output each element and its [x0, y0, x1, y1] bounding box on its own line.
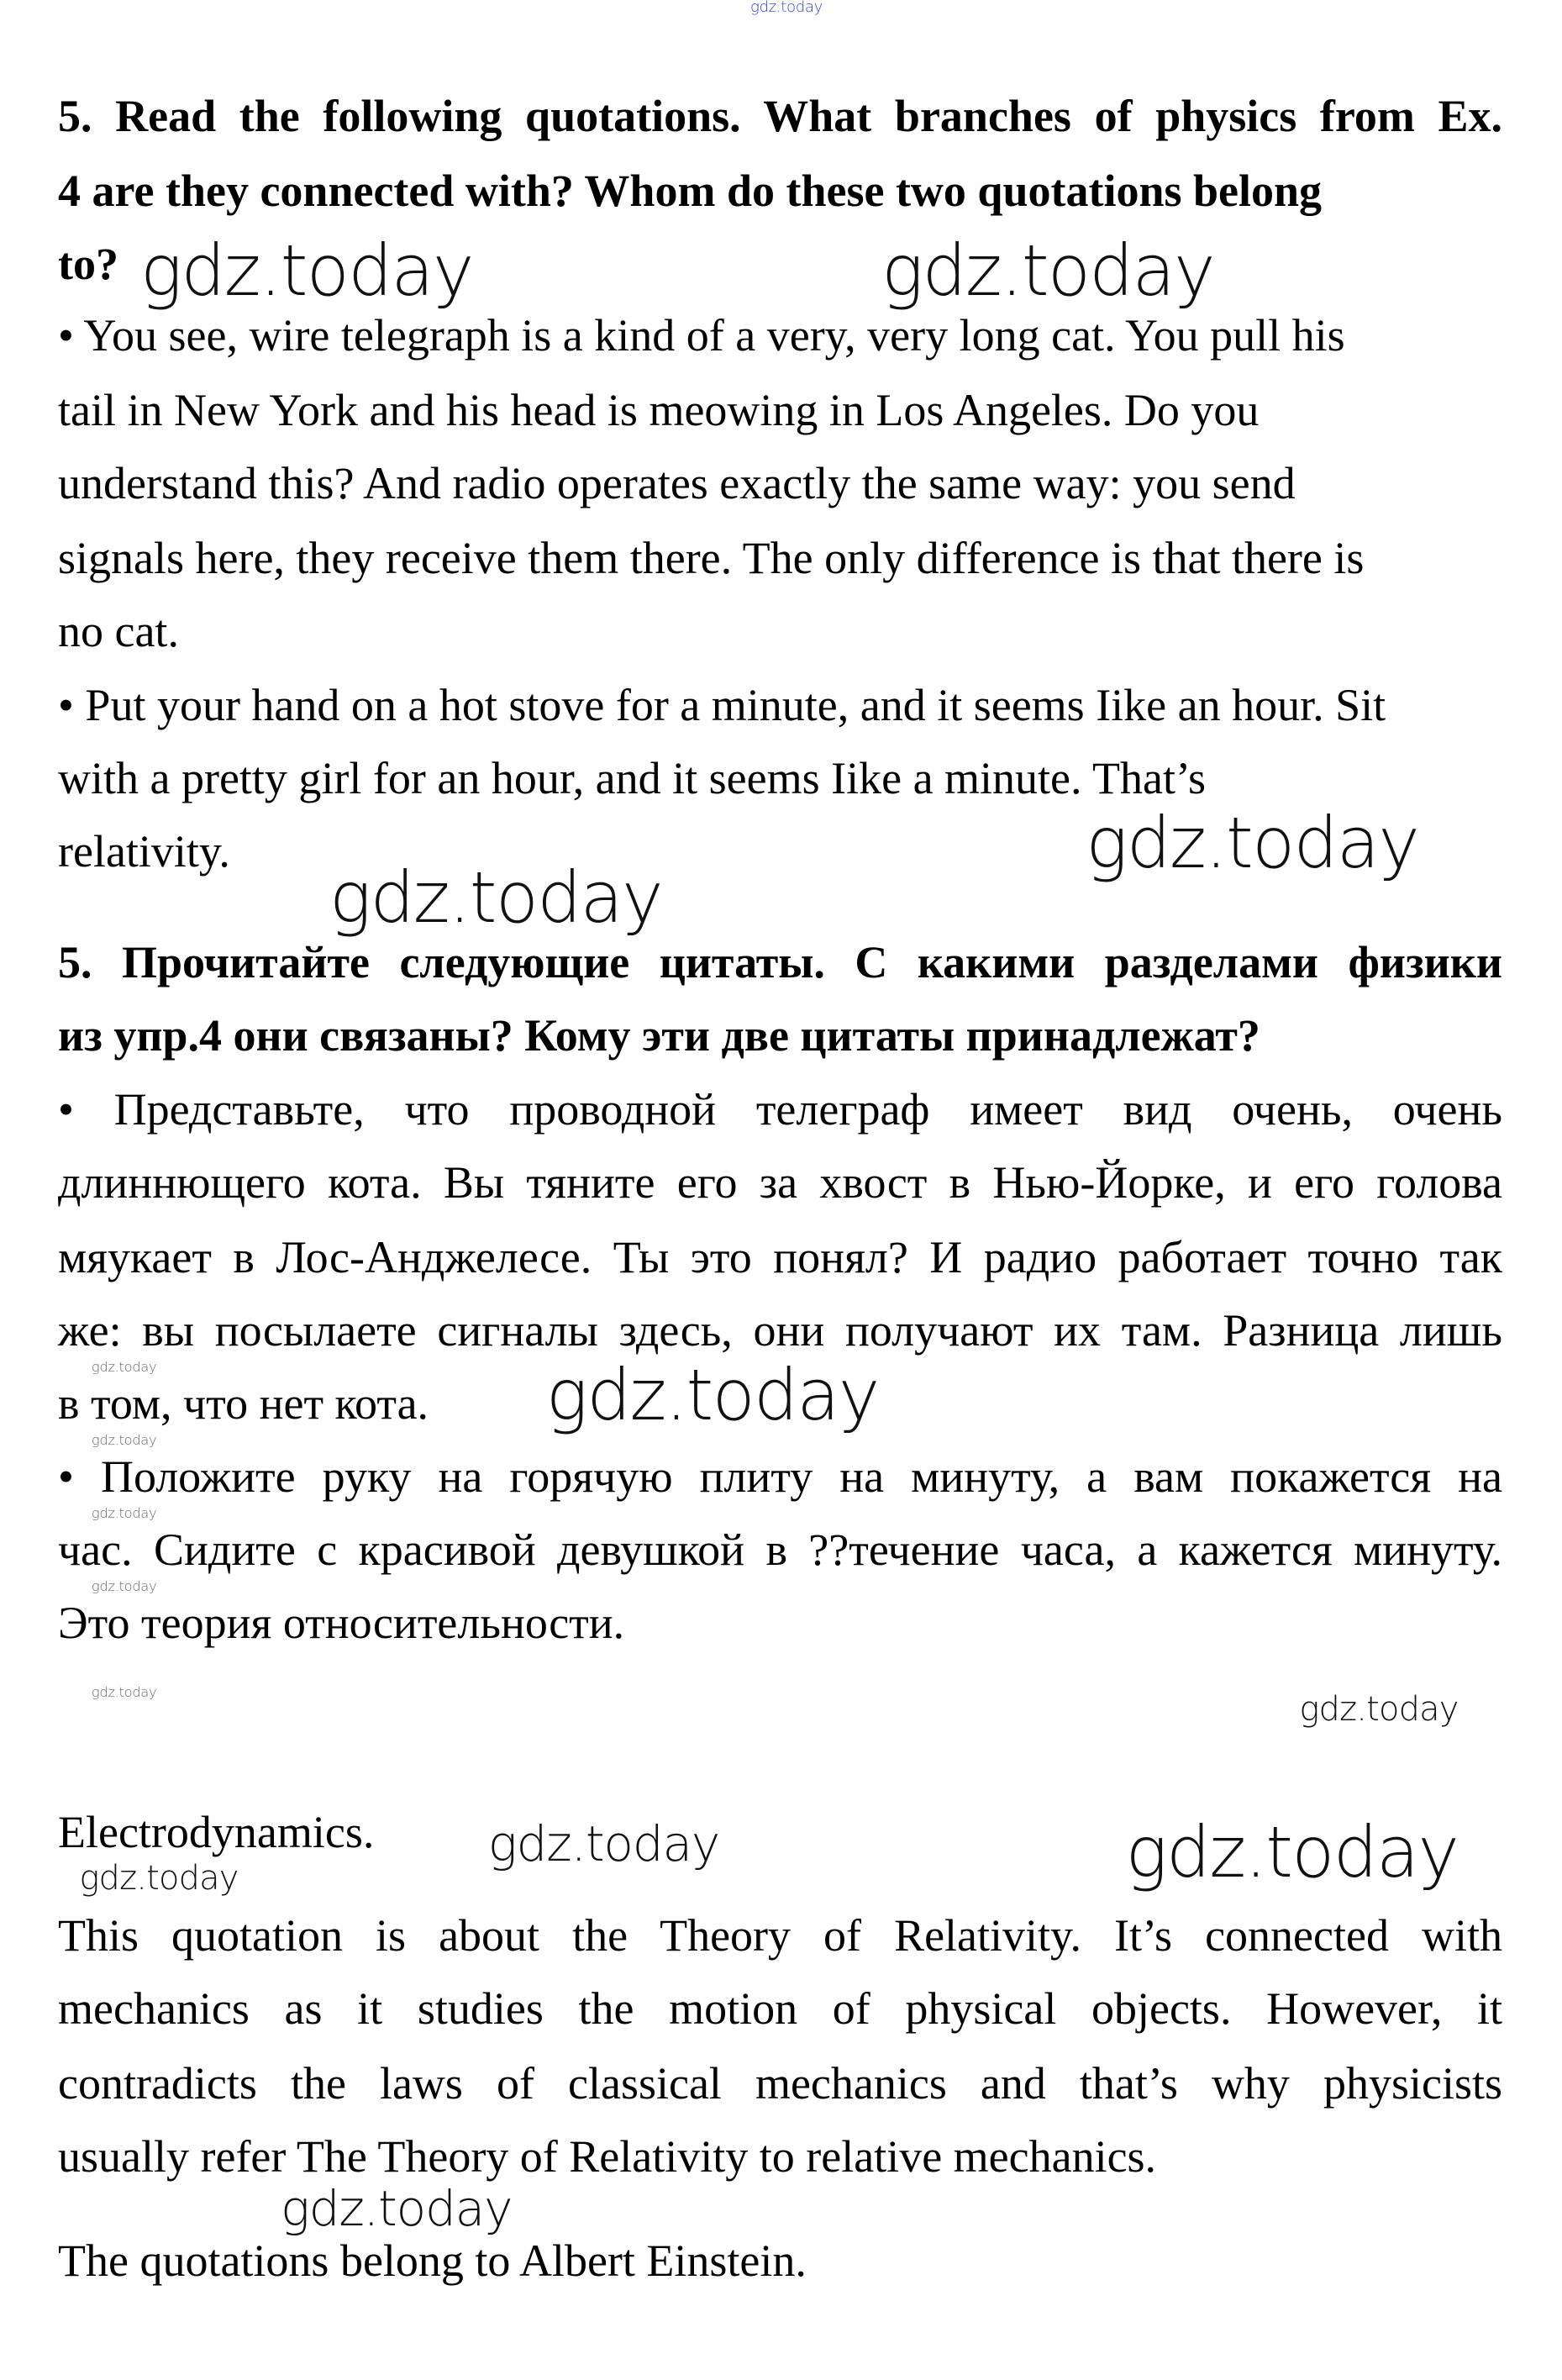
text-line: мяукает в Лос-Анджелесе. Ты это понял? И радио работает точно так	[58, 1231, 1502, 1282]
text-line: signals here, they receive them there. The only difference is that there is	[58, 533, 1365, 584]
watermark: gdz.today	[749, 0, 823, 16]
task-heading-line: 5. Прочитайте следующие цитаты. С какими разделами физики	[58, 937, 1502, 988]
watermark: gdz.today	[280, 2180, 513, 2238]
watermark: gdz.today	[91, 1432, 157, 1449]
text-line: mechanics as it studies the motion of physical objects. However, it	[58, 1983, 1502, 2035]
text-line: • You see, wire telegraph is a kind of a very, very long cat. You pull his	[58, 310, 1345, 361]
watermark: gdz.today	[881, 230, 1214, 313]
watermark: gdz.today	[91, 1358, 157, 1375]
watermark: gdz.today	[91, 1578, 157, 1595]
text-line: Electrodynamics.	[58, 1806, 375, 1857]
text-line: час. Сидите с красивой девушкой в ??течение часа, а кажется минуту.	[58, 1524, 1502, 1576]
watermark: gdz.today	[329, 857, 662, 940]
text-line: • Представьте, что проводной телеграф имеет вид очень, очень	[58, 1083, 1502, 1135]
text-line: же: вы посылаете сигналы здесь, они получают их там. Разница лишь	[58, 1304, 1502, 1356]
text-line: • Put your hand on a hot stove for a minute, and it seems Iike an hour. Sit	[58, 679, 1386, 730]
text-line: в том, что нет кота.	[58, 1377, 429, 1429]
watermark: gdz.today	[1086, 802, 1419, 884]
task-heading-line: 4 are they connected with? Whom do these two quotations belong	[58, 165, 1323, 216]
text-line: длиннющего кота. Вы тяните его за хвост в Нью-Йорке, и его голова	[58, 1156, 1502, 1208]
text-line: The quotations belong to Albert Einstein.	[58, 2235, 807, 2286]
watermark: gdz.today	[91, 1683, 157, 1700]
watermark: gdz.today	[91, 1505, 157, 1522]
text-line: • Положите руку на горячую плиту на минуту, а вам покажется на	[58, 1451, 1502, 1502]
task-heading-line: из упр.4 они связаны? Кому эти две цитаты принадлежат?	[58, 1010, 1260, 1061]
text-line: tail in New York and his head is meowing in Los Angeles. Do you	[58, 385, 1260, 436]
watermark: gdz.today	[487, 1815, 720, 1873]
text-line: relativity.	[58, 825, 230, 877]
watermark: gdz.today	[1299, 1689, 1459, 1729]
text-line: This quotation is about the Theory of Relativity. It’s connected with	[58, 1910, 1502, 1961]
watermark: gdz.today	[79, 1859, 239, 1898]
task-heading-line: to?	[58, 238, 118, 289]
watermark: gdz.today	[545, 1354, 879, 1436]
text-line: understand this? And radio operates exactly the same way: you send	[58, 458, 1296, 509]
text-line: with a pretty girl for an hour, and it seems Iike a minute. That’s	[58, 752, 1207, 803]
watermark: gdz.today	[1125, 1812, 1459, 1894]
text-line: usually refer The Theory of Relativity to relative mechanics.	[58, 2131, 1157, 2183]
watermark: gdz.today	[139, 230, 473, 313]
task-heading-line: 5. Read the following quotations. What branches of physics from Ex.	[58, 90, 1502, 141]
text-line: no cat.	[58, 606, 179, 657]
text-line: Это теория относительности.	[58, 1598, 625, 1649]
text-line: contradicts the laws of classical mechanics and that’s why physicists	[58, 2058, 1502, 2109]
